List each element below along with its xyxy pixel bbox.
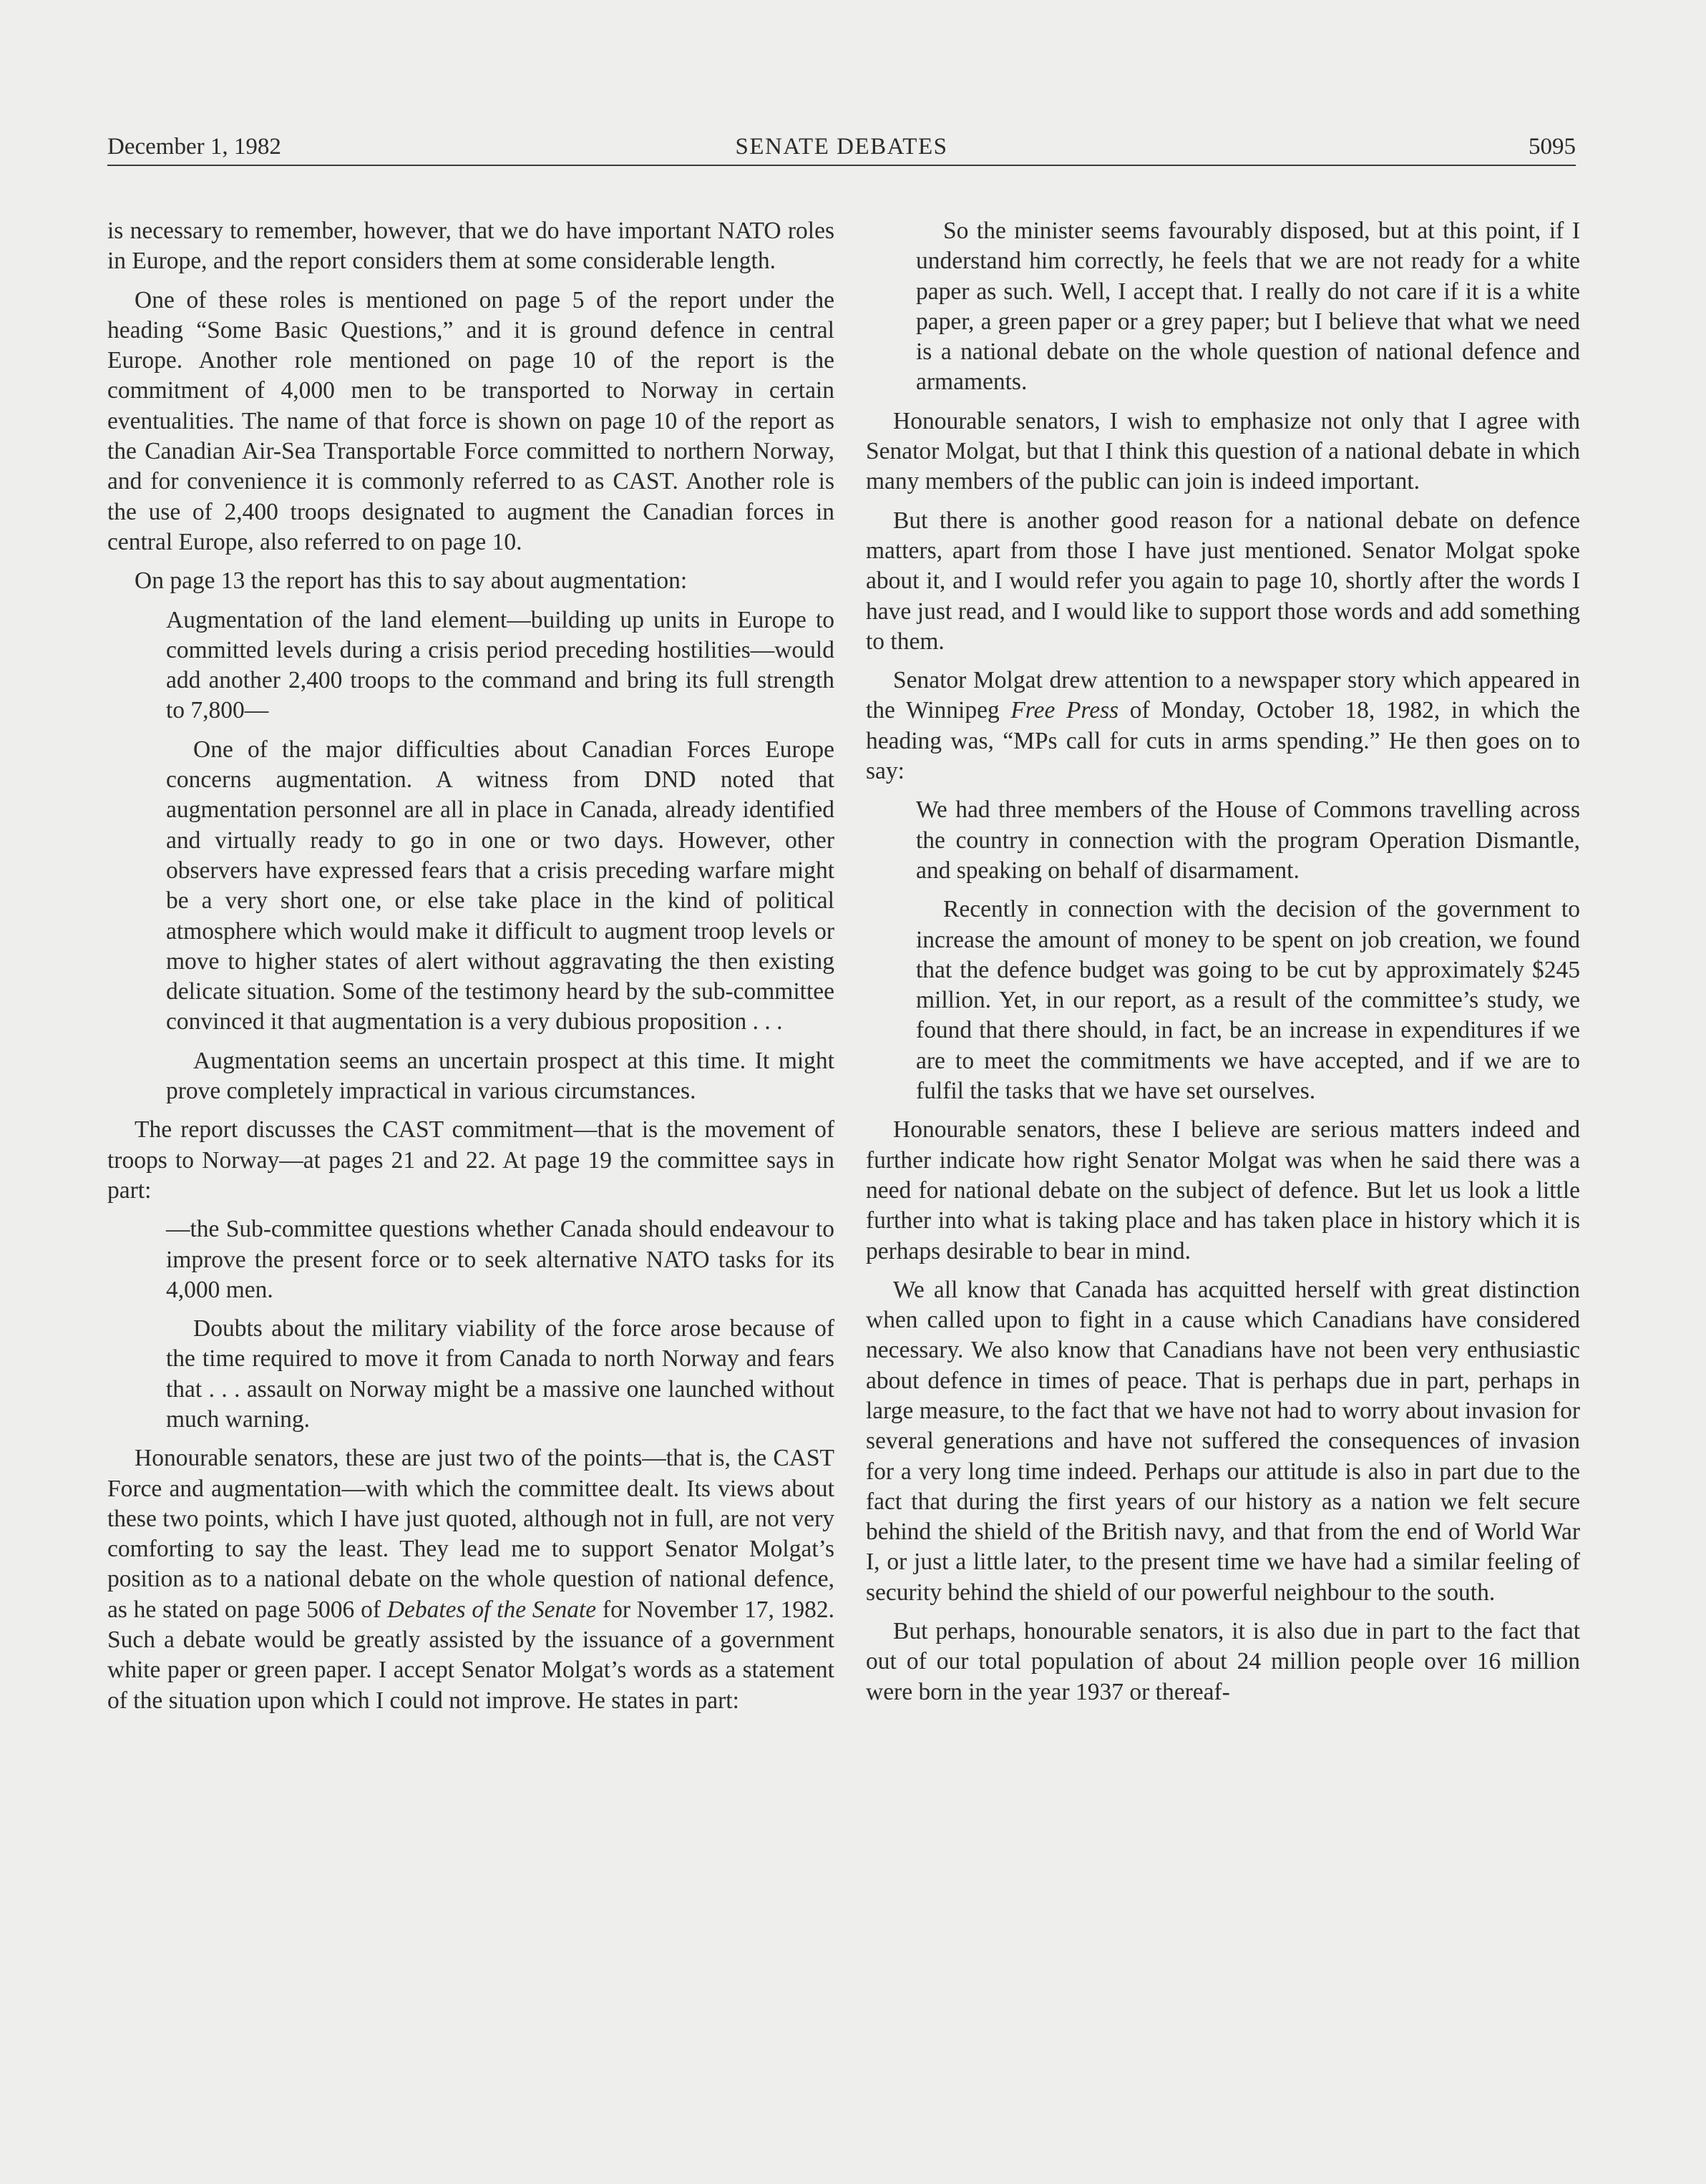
paragraph: The report discusses the CAST commitment—that is the movement of troops to Norway—at pages 21 and 22. At page 19 the committee says in part: xyxy=(107,1116,834,1204)
paragraph xyxy=(866,666,1580,786)
text-run: for November 17, 1982. Such a debate would be greatly assisted by the issuance of a government white paper or green paper. I accept Senator Molgat’s words as a statement of the situation upon which I could not improve. He states in part: xyxy=(107,1596,834,1714)
quote-paragraph: —the Sub-committee questions whether Canada should endeavour to improve the present force or to seek alternative NATO tasks for its 4,000 men. xyxy=(166,1216,834,1303)
header-title: SENATE DEBATES xyxy=(735,134,948,160)
paragraph: One of these roles is mentioned on page 5 of the report under the heading “Some Basic Questions,” and it is ground defence in central Europe. Another role mentioned on page 10 of the report is the commitment of 4,000 men to be transported to Norway in certain eventualities. The name of that force is shown on page 10 of the report as the Canadian Air-Sea Transportable Force committed to northern Norway, and for convenience it is commonly referred to as CAST. Another role is the use of 2,400 troops designated to augment the Canadian forces in central Europe, also referred to on page 10. xyxy=(107,286,834,555)
paragraph: But perhaps, honourable senators, it is also due in part to the fact that out of our total population of about 24 million people over 16 million were born in the year 1937 or thereaf- xyxy=(866,1618,1580,1705)
block-quote xyxy=(866,216,1580,398)
paragraph: But there is another good reason for a national debate on defence matters, apart from those I have just mentioned. Senator Molgat spoke about it, and I would refer you again to page 10, shortly after the words I have just read, and I would like to support those words and add something to them. xyxy=(866,507,1580,655)
paragraph: On page 13 the report has this to say about augmentation: xyxy=(135,567,688,595)
text-run: Honourable senators, these are just two of the points—that is, the CAST Force and augmentation—with which the committee dealt. Its views about these two points, which I have just quoted, although not in full, are not very comforting to say the least. They lead me to support Senator Molgat’s position as to a national debate on the whole question of national defence, as he stated on page 5006 of xyxy=(107,1445,834,1623)
text-run: Senator Molgat drew attention to a newspaper story which appeared in the Winnipeg xyxy=(866,667,1580,724)
header-date: December 1, 1982 xyxy=(107,134,281,160)
paragraph: is necessary to remember, however, that we do have important NATO roles in Europe, and the report considers them at some considerable length. xyxy=(107,218,834,275)
quote-paragraph: One of the major difficulties about Canadian Forces Europe concerns augmentation. A witness from DND noted that augmentation personnel are all in place in Canada, already identified and virtually ready to go in one or two days. However, other observers have expressed fears that a crisis preceding warfare might be a very short one, or else take place in the kind of political atmosphere which would make it difficult to augment troop levels or move to higher states of alert without aggravating the then existing delicate situation. Some of the testimony heard by the sub-committee convinced it that augmentation is a very dubious proposition . . . xyxy=(166,736,834,1035)
quote-paragraph: Augmentation seems an uncertain prospect at this time. It might prove completely impractical in various circumstances. xyxy=(166,1047,834,1105)
quote-paragraph: Doubts about the military viability of the force arose because of the time required to move it from Canada to north Norway and fears that . . . assault on Norway might be a massive one launched without much warning. xyxy=(166,1315,834,1433)
publication-title: Debates of the Senate xyxy=(386,1596,597,1623)
quote-paragraph: Recently in connection with the decision of the government to increase the amount of money to be spent on job creation, we found that the defence budget was going to be cut by approximately $245 million. Yet, in our report, as a result of the committee’s study, we found that there should, in fact, be an increase in expenditures if we are to meet the commitments we have accepted, and if we are to fulfil the tasks that we have set ourselves. xyxy=(916,896,1580,1105)
left-column xyxy=(107,216,834,1725)
header-rule xyxy=(107,165,1576,166)
quote-paragraph: So the minister seems favourably disposed, but at this point, if I understand him correctly, he feels that we are not ready for a white paper as such. Well, I accept that. I really do not care if it is a white paper, a green paper or a grey paper; but I believe that what we need is a national debate on the whole question of national defence and armaments. xyxy=(916,218,1580,396)
paragraph: Honourable senators, these I believe are serious matters indeed and further indicate how right Senator Molgat was when he said there was a need for national debate on the subject of defence. But let us look a little further into what is taking place and has taken place in history which it is perhaps desirable to bear in mind. xyxy=(866,1116,1580,1264)
right-column xyxy=(866,216,1580,1716)
publication-title: Free Press xyxy=(1010,697,1119,724)
block-quote xyxy=(866,795,1580,1106)
block-quote xyxy=(107,605,834,1107)
header-page-number: 5095 xyxy=(1529,134,1576,160)
block-quote xyxy=(107,1214,834,1435)
paragraph: Honourable senators, I wish to emphasize not only that I agree with Senator Molgat, but that I think this question of a national debate in which many members of the public can join is indeed important. xyxy=(866,407,1580,495)
text-run: of Monday, October 18, 1982, in which the heading was, “MPs call for cuts in arms spending.” He then goes on to say: xyxy=(866,697,1580,785)
quote-paragraph: Augmentation of the land element—building up units in Europe to committed levels during a crisis period preceding hostilities—would add another 2,400 troops to the command and bring its full strength to 7,800— xyxy=(166,606,834,724)
paragraph xyxy=(107,1443,834,1716)
running-header xyxy=(107,129,1576,165)
paragraph: We all know that Canada has acquitted herself with great distinction when called upon to fight in a cause which Canadians have considered necessary. We also know that Canadians have not been very enthusiastic about defence in times of peace. That is perhaps due in part, perhaps in large measure, to the fact that we have not had to worry about invasion for several generations and have not suffered the consequences of invasion for a very long time indeed. Perhaps our attitude is also in part due to the fact that during the first years of our history as a nation we felt secure behind the shield of the British navy, and that from the end of World War I, or just a little later, to the present time we have had a similar feeling of security behind the shield of our powerful neighbour to the south. xyxy=(866,1276,1580,1606)
quote-paragraph: We had three members of the House of Commons travelling across the country in connection with the program Operation Dismantle, and speaking on behalf of disarmament. xyxy=(916,796,1580,884)
